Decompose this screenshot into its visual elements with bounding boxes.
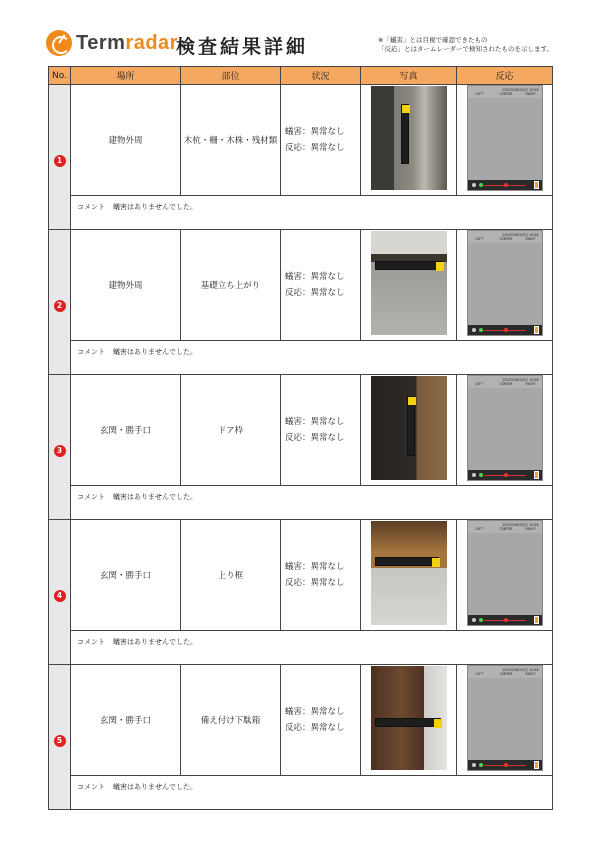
table-row [49, 375, 553, 486]
screen-menu-icon [472, 618, 476, 622]
table-row [49, 230, 553, 341]
status-cell [281, 665, 361, 776]
row-number-badge: 4 [54, 590, 66, 602]
inspection-photo[interactable] [371, 521, 447, 625]
row-number-cell [49, 85, 71, 230]
screen-label-center: CENTER [499, 672, 513, 676]
row-number-badge: 2 [54, 300, 66, 312]
comment-text: 蟻害はありませんでした。 [113, 203, 197, 211]
page-title: 検査結果詳細 [176, 36, 309, 58]
damage-status: 蟻害：異常なし [285, 272, 345, 282]
screen-slider-knob [504, 618, 508, 622]
termradar-device [375, 718, 441, 727]
col-header-place: 場所 [71, 67, 181, 85]
screen-label-left: LEFT [475, 382, 484, 386]
comment-cell [71, 631, 553, 665]
screen-label-right: RIGHT [525, 527, 536, 531]
reaction-cell [457, 520, 553, 631]
inspection-photo[interactable] [371, 231, 447, 335]
termradar-logo [46, 30, 178, 56]
screen-slider-knob [504, 183, 508, 187]
device-tip [432, 558, 440, 567]
termradar-device [375, 261, 443, 270]
screen-date: 2025年08月02日 10:56 [502, 233, 539, 237]
comment-cell [71, 196, 553, 230]
screen-label-left: LEFT [475, 237, 484, 241]
comment-label: コメント [77, 493, 105, 501]
logo-wordmark: Termradar [76, 31, 178, 54]
screen-date: 2025年08月02日 10:56 [502, 668, 539, 672]
battery-icon [534, 326, 539, 334]
status-cell [281, 520, 361, 631]
place-cell: 玄関・勝手口 [71, 520, 181, 631]
reaction-status: 反応：異常なし [285, 433, 345, 443]
screen-label-left: LEFT [475, 527, 484, 531]
screen-control-bar [468, 470, 542, 480]
comment-text: 蟻害はありませんでした。 [113, 493, 197, 501]
screen-label-center: CENTER [499, 527, 513, 531]
photo-cell [361, 85, 457, 196]
screen-menu-icon [472, 473, 476, 477]
damage-status: 蟻害：異常なし [285, 127, 345, 137]
screen-control-bar [468, 760, 542, 770]
reaction-status: 反応：異常なし [285, 288, 345, 298]
inspection-photo[interactable] [371, 376, 447, 480]
screen-date: 2025年08月02日 10:56 [502, 378, 539, 382]
radar-screen-image[interactable] [467, 85, 543, 191]
col-header-no: No. [49, 67, 71, 85]
photo-cell [361, 375, 457, 486]
termradar-device [375, 557, 439, 566]
reaction-cell [457, 230, 553, 341]
device-tip [436, 262, 444, 271]
photo-cell [361, 230, 457, 341]
part-cell: 備え付け下駄箱 [181, 665, 281, 776]
part-cell: ドア枠 [181, 375, 281, 486]
inspection-photo[interactable] [371, 86, 447, 190]
screen-status-icon [479, 618, 483, 622]
row-number-cell [49, 520, 71, 665]
screen-control-bar [468, 325, 542, 335]
radar-icon [46, 30, 72, 56]
col-header-part: 部位 [181, 67, 281, 85]
place-cell: 玄関・勝手口 [71, 375, 181, 486]
legend-notes [378, 36, 553, 54]
comment-label: コメント [77, 348, 105, 356]
radar-screen-image[interactable] [467, 520, 543, 626]
screen-menu-icon [472, 328, 476, 332]
table-row [49, 520, 553, 631]
comment-text: 蟻害はありませんでした。 [113, 783, 197, 791]
screen-label-center: CENTER [499, 382, 513, 386]
place-cell: 玄関・勝手口 [71, 665, 181, 776]
place-cell: 建物外周 [71, 85, 181, 196]
screen-date: 2025年08月02日 10:56 [502, 523, 539, 527]
comment-cell [71, 776, 553, 810]
status-cell [281, 375, 361, 486]
table-row [49, 665, 553, 776]
damage-status: 蟻害：異常なし [285, 562, 345, 572]
comment-label: コメント [77, 638, 105, 646]
col-header-reaction: 反応 [457, 67, 553, 85]
row-number-badge: 5 [54, 735, 66, 747]
screen-menu-icon [472, 763, 476, 767]
radar-screen-image[interactable] [467, 665, 543, 771]
damage-status: 蟻害：異常なし [285, 707, 345, 717]
report-header [46, 26, 556, 62]
row-number-badge: 1 [54, 155, 66, 167]
screen-control-bar [468, 180, 542, 190]
row-number-badge: 3 [54, 445, 66, 457]
comment-row [49, 631, 553, 665]
screen-status-icon [479, 328, 483, 332]
legend-note-damage: ※「蟻害」とは目視で確認できたもの [378, 36, 488, 44]
battery-icon [534, 616, 539, 624]
comment-row [49, 341, 553, 375]
device-tip [402, 105, 410, 113]
comment-label: コメント [77, 783, 105, 791]
reaction-cell [457, 375, 553, 486]
screen-label-right: RIGHT [525, 92, 536, 96]
battery-icon [534, 761, 539, 769]
screen-status-icon [479, 473, 483, 477]
device-tip [434, 719, 442, 728]
part-cell: 基礎立ち上がり [181, 230, 281, 341]
status-cell [281, 85, 361, 196]
termradar-device [407, 396, 415, 456]
radar-screen-image[interactable] [467, 230, 543, 336]
place-cell: 建物外周 [71, 230, 181, 341]
comment-row [49, 776, 553, 810]
screen-label-left: LEFT [475, 672, 484, 676]
inspection-table [48, 66, 553, 810]
reaction-status: 反応：異常なし [285, 723, 345, 733]
comment-cell [71, 341, 553, 375]
screen-label-right: RIGHT [525, 237, 536, 241]
screen-label-left: LEFT [475, 92, 484, 96]
screen-status-icon [479, 183, 483, 187]
screen-slider-knob [504, 328, 508, 332]
termradar-device [401, 104, 409, 164]
comment-text: 蟻害はありませんでした。 [113, 348, 197, 356]
screen-label-center: CENTER [499, 92, 513, 96]
col-header-photo: 写真 [361, 67, 457, 85]
table-header-row [49, 67, 553, 85]
row-number-cell [49, 230, 71, 375]
damage-status: 蟻害：異常なし [285, 417, 345, 427]
reaction-cell [457, 665, 553, 776]
screen-status-icon [479, 763, 483, 767]
screen-menu-icon [472, 183, 476, 187]
photo-cell [361, 665, 457, 776]
screen-label-right: RIGHT [525, 382, 536, 386]
reaction-cell [457, 85, 553, 196]
comment-cell [71, 486, 553, 520]
col-header-status: 状況 [281, 67, 361, 85]
device-tip [408, 397, 416, 405]
radar-screen-image[interactable] [467, 375, 543, 481]
inspection-photo[interactable] [371, 666, 447, 770]
photo-cell [361, 520, 457, 631]
legend-note-reaction: 「反応」とはタームレーダーで検知されたものを示します。 [378, 45, 553, 53]
screen-slider-knob [504, 473, 508, 477]
screen-control-bar [468, 615, 542, 625]
screen-date: 2025年08月02日 10:56 [502, 88, 539, 92]
screen-slider-knob [504, 763, 508, 767]
screen-label-right: RIGHT [525, 672, 536, 676]
part-cell: 上り框 [181, 520, 281, 631]
reaction-status: 反応：異常なし [285, 143, 345, 153]
battery-icon [534, 181, 539, 189]
comment-row [49, 486, 553, 520]
comment-row [49, 196, 553, 230]
comment-text: 蟻害はありませんでした。 [113, 638, 197, 646]
screen-label-center: CENTER [499, 237, 513, 241]
row-number-cell [49, 375, 71, 520]
part-cell: 木杭・柵・木株・残材類 [181, 85, 281, 196]
row-number-cell [49, 665, 71, 810]
table-row [49, 85, 553, 196]
reaction-status: 反応：異常なし [285, 578, 345, 588]
status-cell [281, 230, 361, 341]
battery-icon [534, 471, 539, 479]
comment-label: コメント [77, 203, 105, 211]
